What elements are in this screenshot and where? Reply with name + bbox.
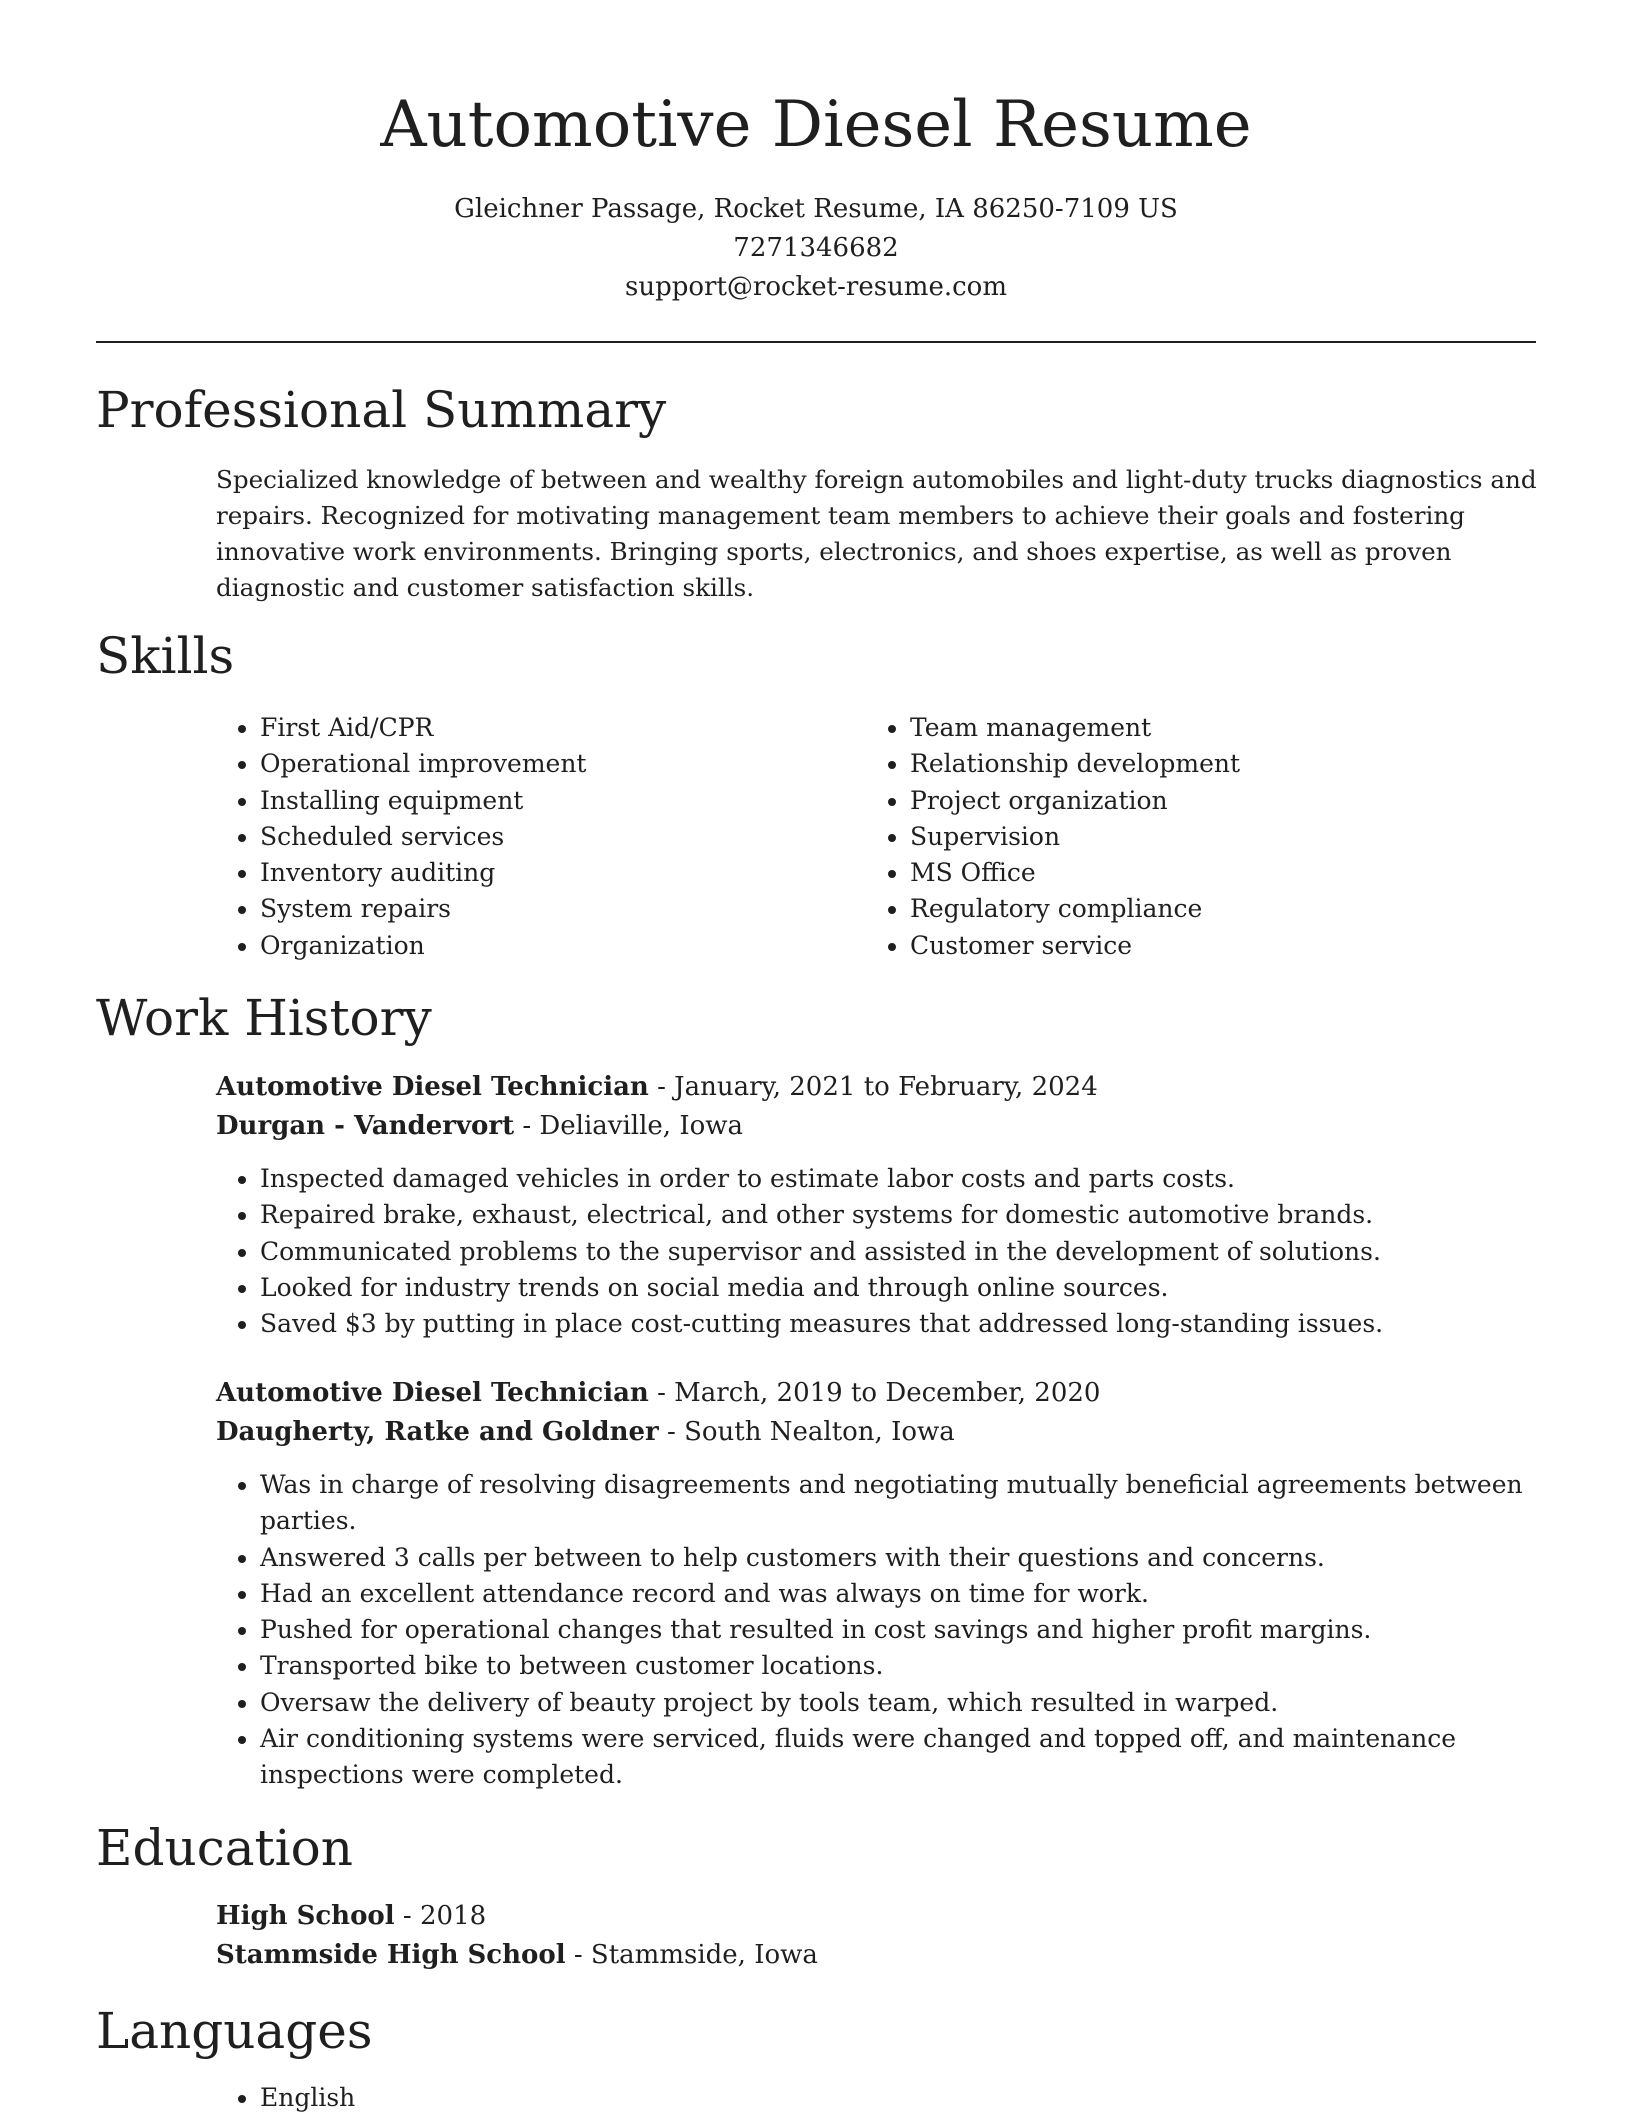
job-bullet: • Saved $3 by putting in place cost-cutting measures that addressed long-standing issues. — [260, 1306, 1546, 1342]
job-bullet: • Answered 3 calls per between to help customers with their questions and concerns. — [260, 1540, 1546, 1576]
separator: - — [394, 1901, 420, 1931]
job-dates: January, 2021 to February, 2024 — [674, 1072, 1098, 1102]
resume-title: Automotive Diesel Resume — [380, 88, 1252, 162]
skill-item: • Regulatory compliance — [910, 891, 1466, 927]
job-location: Deliaville, Iowa — [539, 1111, 744, 1141]
skills-list — [216, 710, 1536, 964]
header-divider — [96, 341, 1536, 343]
skills-column-right — [866, 710, 1466, 964]
skill-item: • Customer service — [910, 928, 1466, 964]
job-bullets — [216, 1467, 1546, 1794]
education-location: Stammside, Iowa — [590, 1940, 818, 1970]
summary-text: Specialized knowledge of between and wealthy foreign automobiles and light-duty trucks diagnostics and repairs. Recognized for motivating management team members to achieve their goals and fostering innovative work environments. Bringing sports, electronics, and shoes expertise, as well as proven diagnostic and customer satisfaction skills. — [216, 465, 1537, 602]
contact-phone: 7271346682 — [733, 233, 899, 263]
separator: - — [648, 1072, 675, 1102]
job-bullet: • Pushed for operational changes that resulted in cost savings and higher profit margins. — [260, 1612, 1546, 1648]
education-degree-line — [216, 1897, 1536, 1936]
job-title-line — [216, 1068, 1546, 1107]
language-item: • English — [260, 2080, 1536, 2116]
job-bullet: • Oversaw the delivery of beauty project by tools team, which resulted in warped. — [260, 1685, 1546, 1721]
resume-header — [0, 82, 1632, 307]
job-entry — [216, 1374, 1546, 1794]
skill-item: • Relationship development — [910, 746, 1466, 782]
skill-item: • Installing equipment — [260, 783, 816, 819]
skill-item: • Project organization — [910, 783, 1466, 819]
summary-heading: Professional Summary — [96, 381, 667, 439]
job-bullet: • Air conditioning systems were serviced, fluids were changed and topped off, and maintenance inspections were completed. — [260, 1721, 1546, 1794]
education-degree: High School — [216, 1901, 395, 1931]
skills-column-left — [216, 710, 816, 964]
work-history-heading: Work History — [96, 989, 432, 1047]
job-title: Automotive Diesel Technician — [216, 1378, 649, 1408]
job-bullets — [216, 1161, 1546, 1342]
education-year: 2018 — [419, 1901, 487, 1931]
skill-item: • Organization — [260, 928, 816, 964]
skill-item: • System repairs — [260, 891, 816, 927]
skill-item: • MS Office — [910, 855, 1466, 891]
skills-heading: Skills — [96, 627, 235, 685]
job-company-line — [216, 1413, 1546, 1452]
job-entry — [216, 1068, 1546, 1342]
job-bullet: • Transported bike to between customer locations. — [260, 1648, 1546, 1684]
job-bullet: • Had an excellent attendance record and was always on time for work. — [260, 1576, 1546, 1612]
job-bullet: • Repaired brake, exhaust, electrical, and other systems for domestic automotive brands. — [260, 1197, 1546, 1233]
job-bullet: • Inspected damaged vehicles in order to estimate labor costs and parts costs. — [260, 1161, 1546, 1197]
skill-item: • Scheduled services — [260, 819, 816, 855]
education-heading: Education — [96, 1819, 353, 1877]
languages-bullets — [216, 2080, 1536, 2116]
education-entry — [216, 1897, 1536, 1975]
languages-heading: Languages — [96, 2002, 373, 2060]
skill-item: • Team management — [910, 710, 1466, 746]
contact-address: Gleichner Passage, Rocket Resume, IA 86250-7109 US — [454, 194, 1178, 224]
job-company: Durgan - Vandervort — [216, 1111, 515, 1141]
skill-item: • Inventory auditing — [260, 855, 816, 891]
separator: - — [514, 1111, 540, 1141]
job-dates: March, 2019 to December, 2020 — [674, 1378, 1101, 1408]
job-bullet: • Looked for industry trends on social media and through online sources. — [260, 1270, 1546, 1306]
skill-item: • Operational improvement — [260, 746, 816, 782]
contact-email: support@rocket-resume.com — [624, 272, 1007, 302]
skill-item: • Supervision — [910, 819, 1466, 855]
job-title-line — [216, 1374, 1546, 1413]
job-bullet: • Was in charge of resolving disagreements and negotiating mutually beneficial agreements between parties. — [260, 1467, 1546, 1540]
education-school: Stammside High School — [216, 1940, 566, 1970]
job-company: Daugherty, Ratke and Goldner — [216, 1417, 659, 1447]
job-company-line — [216, 1107, 1546, 1146]
languages-list — [216, 2080, 1536, 2116]
education-school-line — [216, 1936, 1536, 1975]
job-location: South Nealton, Iowa — [684, 1417, 955, 1447]
separator: - — [648, 1378, 675, 1408]
separator: - — [658, 1417, 685, 1447]
skill-item: • First Aid/CPR — [260, 710, 816, 746]
separator: - — [565, 1940, 591, 1970]
job-bullet: • Communicated problems to the supervisor and assisted in the development of solutions. — [260, 1234, 1546, 1270]
job-title: Automotive Diesel Technician — [216, 1072, 649, 1102]
